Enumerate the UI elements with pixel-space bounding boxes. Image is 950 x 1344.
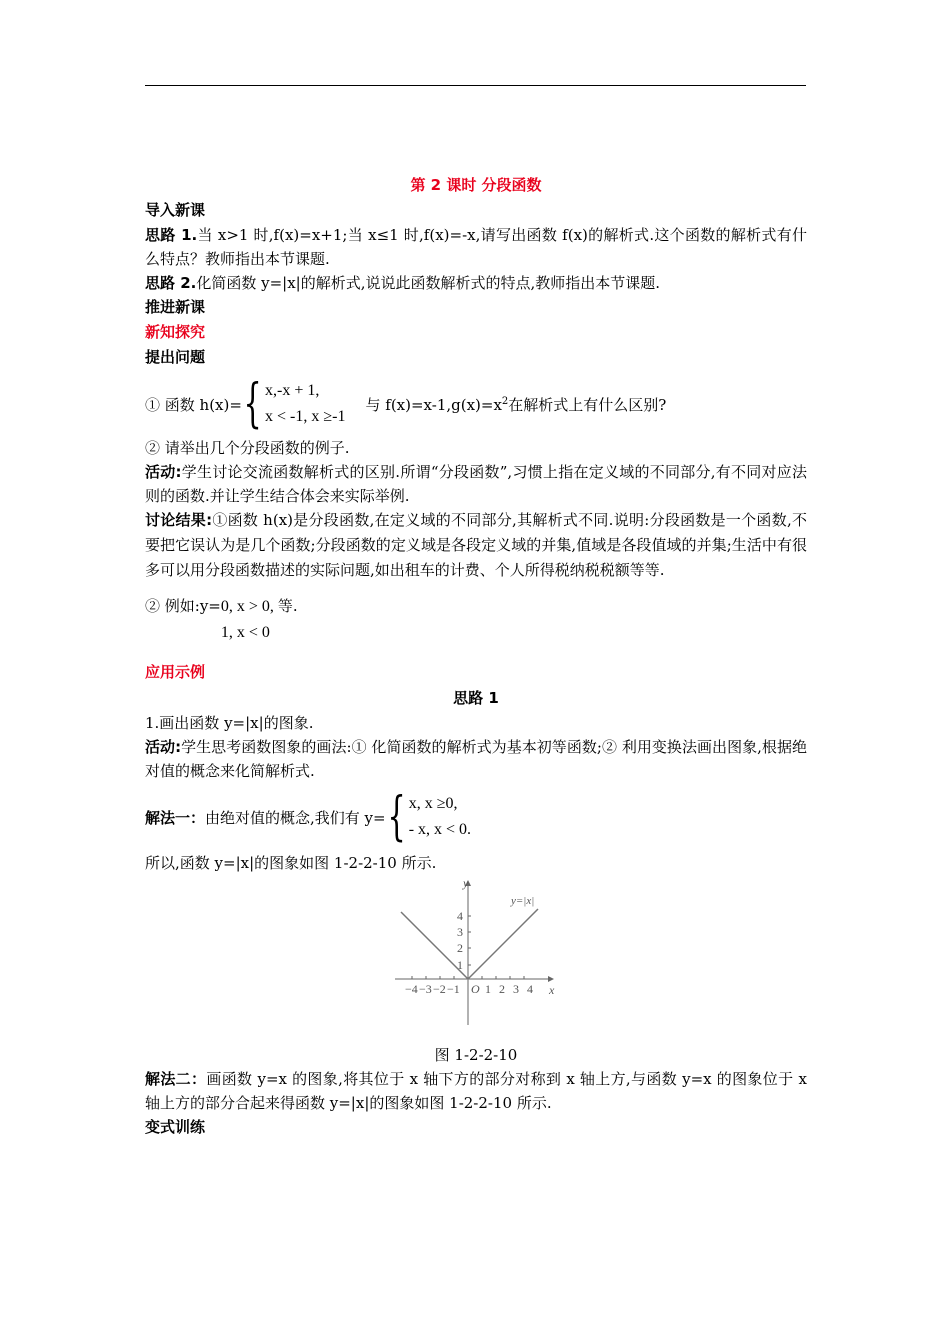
x-tick-neg2: −2 (433, 982, 446, 996)
section-question: 提出问题 (145, 348, 206, 366)
solution2-label: 解法二： (145, 1070, 207, 1088)
x-tick-4: 4 (527, 982, 533, 996)
brace-icon: { (387, 787, 406, 847)
idea2-text: 化简函数 y=|x|的解析式,说说此函数解析式的特点,教师指出本节课题. (196, 274, 661, 292)
y-tick-1: 1 (457, 958, 463, 972)
discussion-paragraph (145, 508, 807, 583)
q1-suffix-a: 与 f(x)=x-1,g(x)=x (365, 395, 502, 414)
solution1-label: 解法一： (145, 808, 206, 827)
solution2-text: 画函数 y=x 的图象,将其位于 x 轴下方的部分对称到 x 轴上方,与函数 y=x 的图象位于 x 轴上方的部分合起来得函数 y=|x|的图象如图 1-2-2-10 所示. (145, 1070, 807, 1112)
q1-piecewise (242, 374, 346, 434)
solution1-case1: x, x ≥0, (408, 795, 458, 812)
x-tick-1: 1 (485, 982, 491, 996)
y-tick-2: 2 (457, 941, 463, 955)
so-text: 所以,函数 y=|x|的图象如图 1-2-2-10 所示. (145, 854, 437, 872)
q1-case1: x,-x + 1, (265, 382, 320, 399)
example2-prefix: ② 例如:y= (145, 597, 221, 615)
solution1 (145, 787, 807, 847)
header-rule (145, 85, 806, 86)
solution1-text: 由绝对值的概念,我们有 y= (205, 808, 386, 827)
section-newknow: 新知探究 (145, 323, 206, 341)
activity2-text: 学生思考函数图象的画法:① 化简函数的解析式为基本初等函数;② 利用变换法画出图象,根据绝对值的概念来化简解析式. (145, 738, 808, 780)
y-axis-label: y (463, 877, 469, 890)
brace-icon: { (243, 374, 262, 434)
x-tick-neg1: −1 (447, 982, 460, 996)
y-tick-4: 4 (457, 909, 463, 923)
example2-case2: 1, x < 0 (220, 624, 270, 641)
question-1 (145, 374, 807, 434)
question-2: ② 请举出几个分段函数的例子. (145, 439, 350, 457)
y-tick-3: 3 (457, 925, 463, 939)
section-advance: 推进新课 (145, 298, 206, 316)
idea1-text: 当 x>1 时,f(x)=x+1;当 x≤1 时,f(x)=-x,请写出函数 f(x)的解析式.这个函数的解析式有什么特点？教师指出本节课题. (145, 226, 807, 268)
example1-statement: 1.画出函数 y=|x|的图象. (145, 714, 314, 732)
x-tick-2: 2 (499, 982, 505, 996)
example2-case1: 0, x > 0, (220, 598, 274, 615)
discussion-text: ①函数 h(x)是分段函数,在定义域的不同部分,其解析式不同.说明:分段函数是一个函数,不要把它误认为是几个函数;分段函数的定义域是各段定义域的并集,值域是各段值域的并集;生活中有很多可以用分段函数描述的实际问题,如出租车的计费、个人所得税纳税税额等等. (145, 511, 807, 579)
discussion-label: 讨论结果: (145, 511, 213, 529)
q1-sup: 2 (501, 395, 509, 407)
example-2 (145, 593, 807, 646)
q1-cases (265, 378, 345, 430)
idea2-label: 思路 2. (145, 274, 197, 292)
origin-label: O (471, 982, 480, 996)
lesson-title: 第 2 课时 分段函数 (410, 176, 542, 194)
example2-suffix: 等. (277, 597, 298, 615)
figure-caption: 图 1-2-2-10 (434, 1046, 518, 1064)
abs-graph-figure (145, 877, 807, 1037)
solution2-paragraph (145, 1067, 807, 1115)
activity1-paragraph (145, 460, 807, 508)
x-tick-neg4: −4 (405, 982, 418, 996)
idea2-paragraph (145, 271, 807, 295)
section-apply: 应用示例 (145, 663, 206, 681)
x-tick-3: 3 (513, 982, 519, 996)
idea1-label: 思路 1. (145, 226, 198, 244)
idea-heading: 思路 1 (453, 689, 499, 707)
section-intro: 导入新课 (145, 201, 206, 219)
solution1-case2: - x, x < 0. (408, 821, 472, 838)
q1-prefix: ① 函数 h(x)= (145, 395, 242, 414)
x-axis-label: x (549, 983, 555, 997)
solution1-cases (409, 791, 471, 843)
q1-suffix (366, 394, 667, 415)
abs-curve (401, 909, 538, 979)
idea1-paragraph (145, 223, 807, 271)
solution1-piecewise (386, 787, 472, 847)
document-body (145, 172, 807, 1140)
q1-case2: x < -1, x ≥-1 (265, 408, 346, 425)
activity1-label: 活动: (145, 463, 182, 481)
activity2-paragraph (145, 735, 807, 783)
activity1-text: 学生讨论交流函数解析式的区别.所谓“分段函数”,习惯上指在定义域的不同部分,有不同对应法则的函数.并让学生结合体会来实际举例. (145, 463, 808, 505)
x-tick-neg3: −3 (419, 982, 432, 996)
activity2-label: 活动: (145, 738, 182, 756)
section-variant: 变式训练 (145, 1118, 206, 1136)
curve-label: y=|x| (511, 895, 535, 907)
abs-graph (393, 877, 563, 1032)
q1-suffix-b: 在解析式上有什么区别? (508, 395, 667, 414)
example2-cases (221, 593, 298, 646)
